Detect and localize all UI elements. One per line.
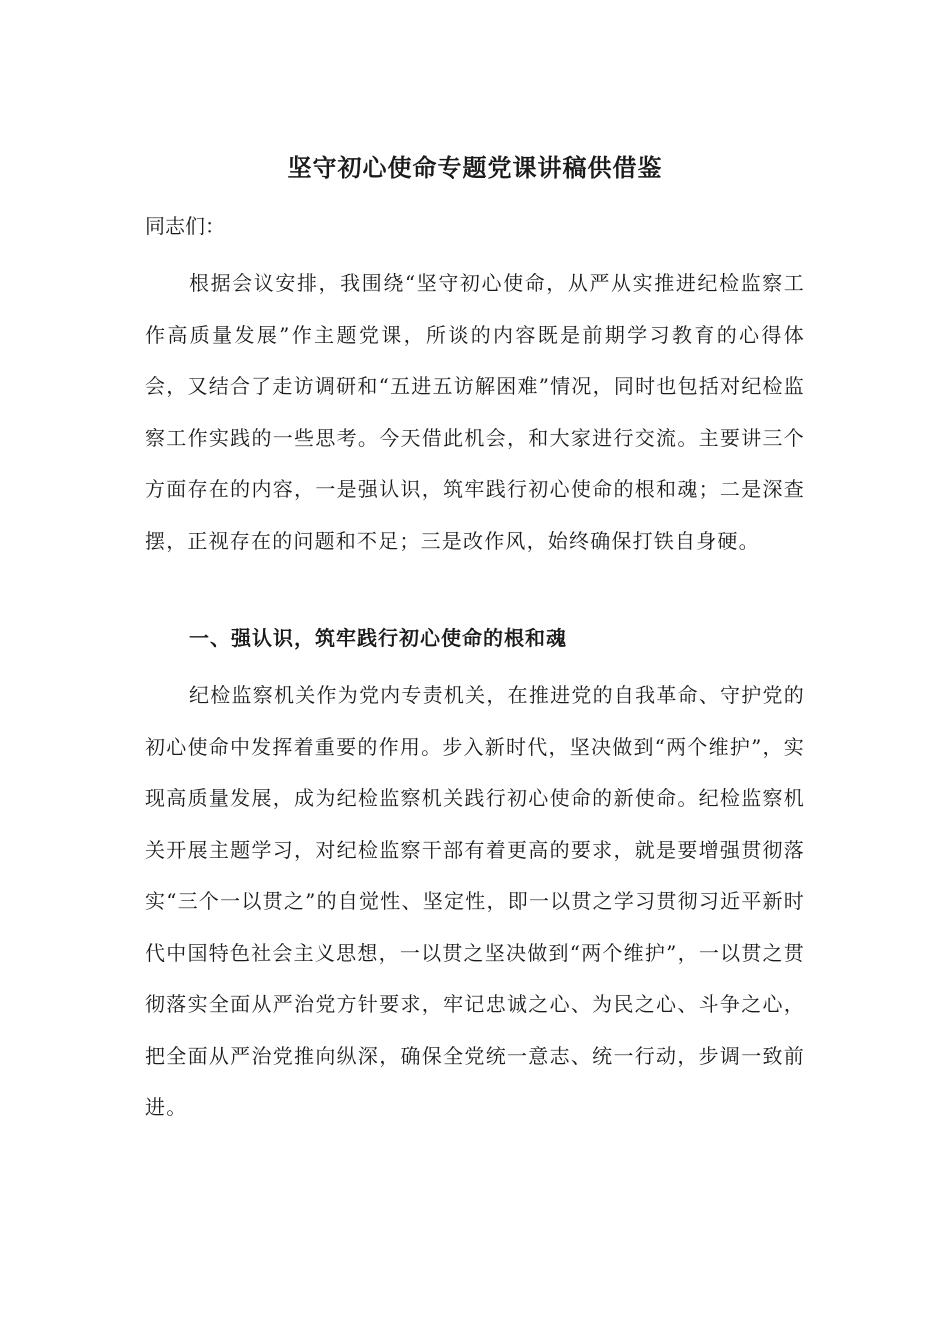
- salutation: 同志们：: [145, 214, 225, 238]
- section-heading-1: 一、强认识，筑牢践行初心使命的根和魂: [189, 626, 567, 650]
- document-title: 坚守初心使命专题党课讲稿供借鉴: [287, 153, 663, 182]
- paragraph-section-1: 纪检监察机关作为党内专责机关，在推进党的自我革命、守护党的初心使命中发挥着重要的作用。步入新时代，坚决做到“两个维护”，实现高质量发展，成为纪检监察机关践行初心使命的新使命。纪检监察机关开展主题学习，对纪检监察干部有着更高的要求，就是要增强贯彻落实“三个一以贯之”的自觉性、坚定性，即一以贯之学习贯彻习近平新时代中国特色社会主义思想，一以贯之坚决做到“两个维护”，一以贯之贯彻落实全面从严治党方针要求，牢记忠诚之心、为民之心、斗争之心，把全面从严治党推向纵深，确保全党统一意志、统一行动，步调一致前进。: [145, 683, 805, 1119]
- paragraph-intro: 根据会议安排，我围绕“坚守初心使命，从严从实推进纪检监察工作高质量发展”作主题党课，所谈的内容既是前期学习教育的心得体会，又结合了走访调研和“五进五访解困难”情况，同时也包括对纪检监察工作实践的一些思考。今天借此机会，和大家进行交流。主要讲三个方面存在的内容，一是强认识，筑牢践行初心使命的根和魂；二是深查摆，正视存在的问题和不足；三是改作风，始终确保打铁自身硬。: [145, 271, 805, 553]
